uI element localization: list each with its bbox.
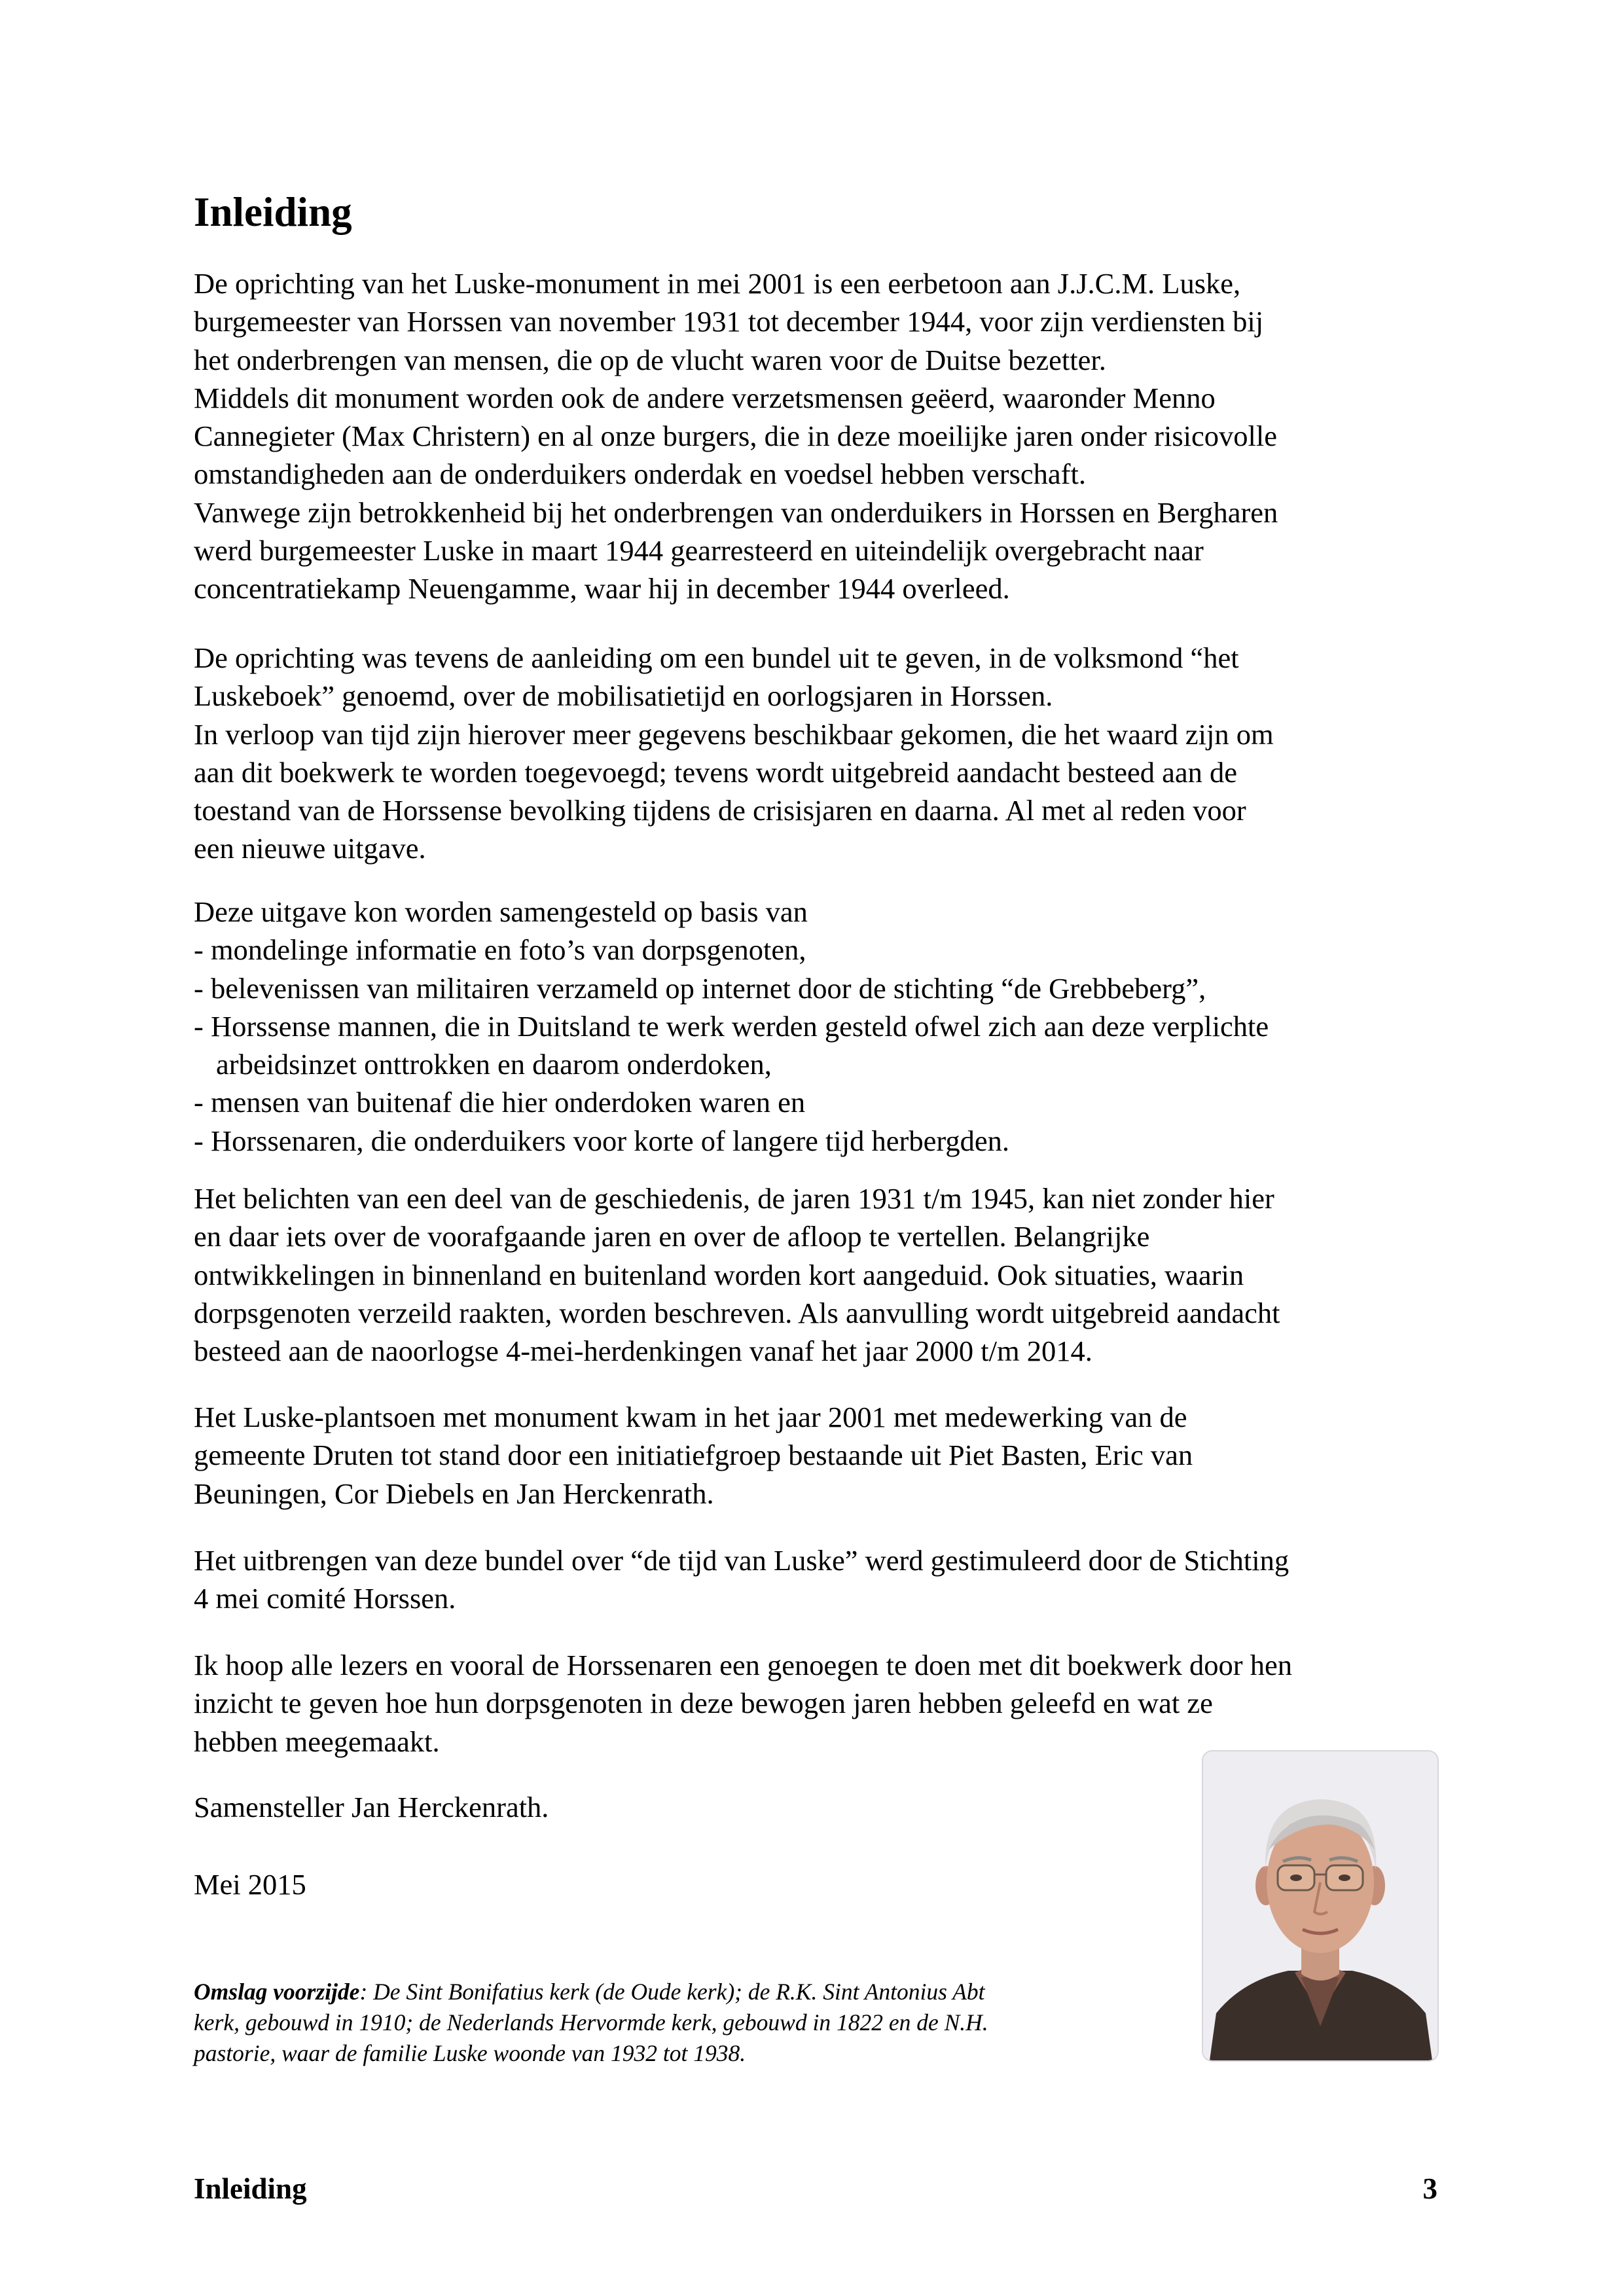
portrait-photo: [1203, 1751, 1437, 2060]
caption-text: kerk, gebouwd in 1910; de Nederlands Hervormde kerk, gebouwd in 1822 en de N.H.: [194, 2009, 988, 2036]
intro-paragraph: [194, 264, 1437, 608]
list-item: - Horssenaren, die onderduikers voor korte of langere tijd herbergden.: [194, 1124, 1009, 1157]
text-line: Het belichten van een deel van de geschiedenis, de jaren 1931 t/m 1945, kan niet zonder hier: [194, 1182, 1274, 1215]
text-line: 4 mei comité Horssen.: [194, 1582, 456, 1615]
list-item: - belevenissen van militairen verzameld op internet door de stichting “de Grebbeberg”,: [194, 971, 1206, 1005]
text-line: burgemeester van Horssen van november 1931 tot december 1944, voor zijn verdiensten bij: [194, 305, 1264, 338]
list-item-continuation: arbeidsinzet onttrokken en daarom onderdoken,: [216, 1048, 772, 1081]
footer-section-title: Inleiding: [194, 2172, 307, 2205]
text-line: Het uitbrengen van deze bundel over “de tijd van Luske” werd gestimuleerd door de Stichting: [194, 1544, 1290, 1577]
text-line: hebben meegemaakt.: [194, 1725, 440, 1758]
list-item: - mensen van buitenaf die hier onderdoken waren en: [194, 1086, 806, 1119]
caption-text: : De Sint Bonifatius kerk (de Oude kerk); de R.K. Sint Antonius Abt: [359, 1979, 985, 2005]
text-line: Cannegieter (Max Christern) en al onze burgers, die in deze moeilijke jaren onder risicovolle: [194, 420, 1277, 453]
date-line: Mei 2015: [194, 1868, 306, 1901]
caption-text: pastorie, waar de familie Luske woonde van 1932 tot 1938.: [194, 2040, 746, 2066]
cover-caption: [194, 1977, 1156, 2069]
sources-list: [194, 893, 1437, 1160]
text-line: In verloop van tijd zijn hierover meer gegevens beschikbaar gekomen, die het waard zijn om: [194, 717, 1274, 751]
text-line: Middels dit monument worden ook de andere verzetsmensen geëerd, waaronder Menno: [194, 381, 1216, 414]
text-line: De oprichting was tevens de aanleiding om een bundel uit te geven, in de volksmond “het: [194, 641, 1239, 674]
text-line: Beuningen, Cor Diebels en Jan Herckenrath.: [194, 1477, 714, 1510]
text-line: Ik hoop alle lezers en vooral de Horssenaren een genoegen te doen met dit boekwerk door hen: [194, 1649, 1293, 1681]
sources-intro: Deze uitgave kon worden samengesteld op basis van: [194, 895, 808, 928]
history-paragraph: [194, 1179, 1437, 1370]
author-line: Samensteller Jan Herckenrath.: [194, 1791, 549, 1823]
page-title: Inleiding: [194, 189, 352, 235]
text-line: concentratiekamp Neuengamme, waar hij in december 1944 overleed.: [194, 572, 1010, 605]
caption-label: Omslag voorzijde: [194, 1979, 360, 2005]
list-item: - mondelinge informatie en foto’s van dorpsgenoten,: [194, 933, 806, 967]
text-line: werd burgemeester Luske in maart 1944 gearresteerd en uiteindelijk overgebracht naar: [194, 534, 1204, 567]
text-line: besteed aan de naoorlogse 4-mei-herdenkingen vanaf het jaar 2000 t/m 2014.: [194, 1335, 1092, 1368]
text-line: ontwikkelingen in binnenland en buitenland worden kort aangeduid. Ook situaties, waarin: [194, 1258, 1244, 1291]
plantsoen-paragraph: [194, 1398, 1437, 1513]
text-line: toestand van de Horssense bevolking tijdens de crisisjaren en daarna. Al met al reden voor: [194, 794, 1246, 827]
text-line: Het Luske-plantsoen met monument kwam in het jaar 2001 met medewerking van de: [194, 1401, 1187, 1433]
text-line: het onderbrengen van mensen, die op de vlucht waren voor de Duitse bezetter.: [194, 343, 1106, 376]
text-line: inzicht te geven hoe hun dorpsgenoten in deze bewogen jaren hebben geleefd en wat ze: [194, 1687, 1213, 1720]
text-line: Luskeboek” genoemd, over de mobilisatietijd en oorlogsjaren in Horssen.: [194, 679, 1053, 713]
hope-paragraph: [194, 1646, 1437, 1761]
reason-paragraph: [194, 639, 1437, 868]
text-line: aan dit boekwerk te worden toegevoegd; tevens wordt uitgebreid aandacht besteed aan de: [194, 755, 1237, 789]
text-line: De oprichting van het Luske-monument in mei 2001 is een eerbetoon aan J.J.C.M. Luske,: [194, 267, 1241, 300]
text-line: gemeente Druten tot stand door een initiatiefgroep bestaande uit Piet Basten, Eric van: [194, 1439, 1193, 1472]
text-line: een nieuwe uitgave.: [194, 832, 426, 865]
text-line: Vanwege zijn betrokkenheid bij het onderbrengen van onderduikers in Horssen en Bergharen: [194, 495, 1278, 529]
stichting-paragraph: [194, 1541, 1437, 1618]
text-line: en daar iets over de voorafgaande jaren en over de afloop te vertellen. Belangrijke: [194, 1220, 1150, 1253]
text-line: omstandigheden aan de onderduikers onderdak en voedsel hebben verschaft.: [194, 457, 1086, 491]
list-item: - Horssense mannen, die in Duitsland te werk werden gesteld ofwel zich aan deze verplichte: [194, 1009, 1269, 1043]
author-portrait: [1203, 1751, 1437, 2060]
page-number: 3: [1422, 2172, 1437, 2205]
text-line: dorpsgenoten verzeild raakten, worden beschreven. Als aanvulling wordt uitgebreid aandacht: [194, 1296, 1280, 1329]
